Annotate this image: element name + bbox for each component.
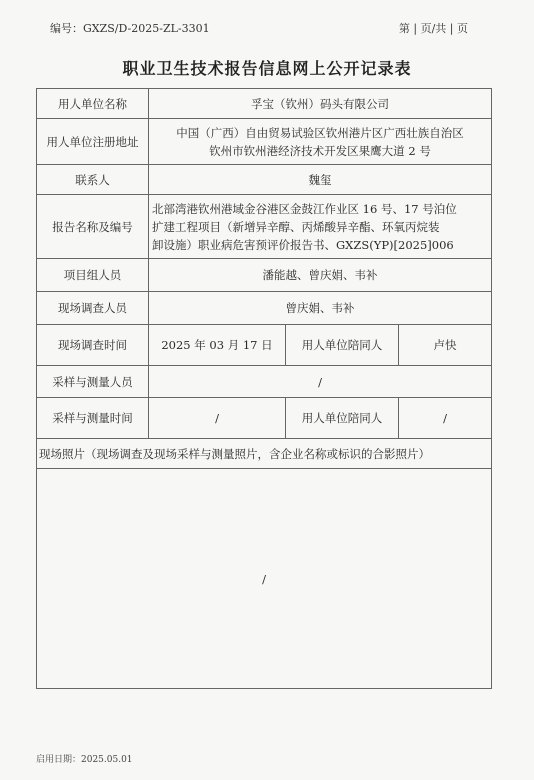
table-row — [37, 366, 492, 398]
address-line: 钦州市钦州港经济技术开发区果鹰大道 2 号 — [209, 143, 431, 158]
document-code: 编号：GXZS/D-2025-ZL-3301 — [50, 22, 210, 35]
team-value: 潘能越、曾庆娟、韦补 — [149, 259, 492, 292]
effective-date: 启用日期：2025.05.01 — [36, 755, 133, 765]
survey-time-value: 2025 年 03 月 17 日 — [149, 325, 286, 366]
page-title: 职业卫生技术报告信息网上公开记录表 — [122, 59, 412, 78]
site-photos-value: / — [262, 571, 266, 586]
contact-label: 联系人 — [37, 165, 149, 195]
site-photos-label: 现场照片（现场调查及现场采样与测量照片，含企业名称或标识的合影照片） — [37, 439, 492, 469]
site-photos-area — [37, 469, 492, 689]
report-label: 报告名称及编号 — [37, 195, 149, 259]
employer-address-value — [149, 119, 492, 165]
sampling-staff-value: / — [149, 366, 492, 398]
report-value — [149, 195, 492, 259]
team-label: 项目组人员 — [37, 259, 149, 292]
table-row — [37, 469, 492, 689]
address-line: 中国（广西）自由贸易试验区钦州港片区广西壮族自治区 — [176, 125, 464, 140]
sampling-staff-label: 采样与测量人员 — [37, 366, 149, 398]
sampling-time-value: / — [149, 398, 286, 439]
contact-value: 魏玺 — [149, 165, 492, 195]
table-row — [37, 398, 492, 439]
report-line: 卸设施）职业病危害预评价报告书、GXZS(YP)[2025]006 — [152, 237, 454, 252]
table-row — [37, 259, 492, 292]
survey-staff-label: 现场调查人员 — [37, 292, 149, 325]
survey-companion-value: 卢快 — [399, 325, 492, 366]
sampling-companion-label: 用人单位陪同人 — [286, 398, 399, 439]
sampling-companion-value: / — [399, 398, 492, 439]
table-row — [37, 165, 492, 195]
table-row — [37, 292, 492, 325]
survey-time-label: 现场调查时间 — [37, 325, 149, 366]
table-row — [37, 119, 492, 165]
page-number: 第 | 页/共 | 页 — [398, 22, 468, 35]
report-line: 北部湾港钦州港域金谷港区金鼓江作业区 16 号、17 号泊位 — [152, 201, 457, 216]
survey-staff-value: 曾庆娟、韦补 — [149, 292, 492, 325]
table-row — [37, 325, 492, 366]
sampling-time-label: 采样与测量时间 — [37, 398, 149, 439]
survey-companion-label: 用人单位陪同人 — [286, 325, 399, 366]
employer-name-value: 孚宝（钦州）码头有限公司 — [149, 89, 492, 119]
table-row — [37, 439, 492, 469]
report-line: 扩建工程项目（新增异辛醇、丙烯酸异辛酯、环氧丙烷装 — [152, 219, 440, 234]
table-row — [37, 195, 492, 259]
employer-name-label: 用人单位名称 — [37, 89, 149, 119]
record-table — [36, 88, 492, 689]
employer-address-label: 用人单位注册地址 — [37, 119, 149, 165]
table-row — [37, 89, 492, 119]
